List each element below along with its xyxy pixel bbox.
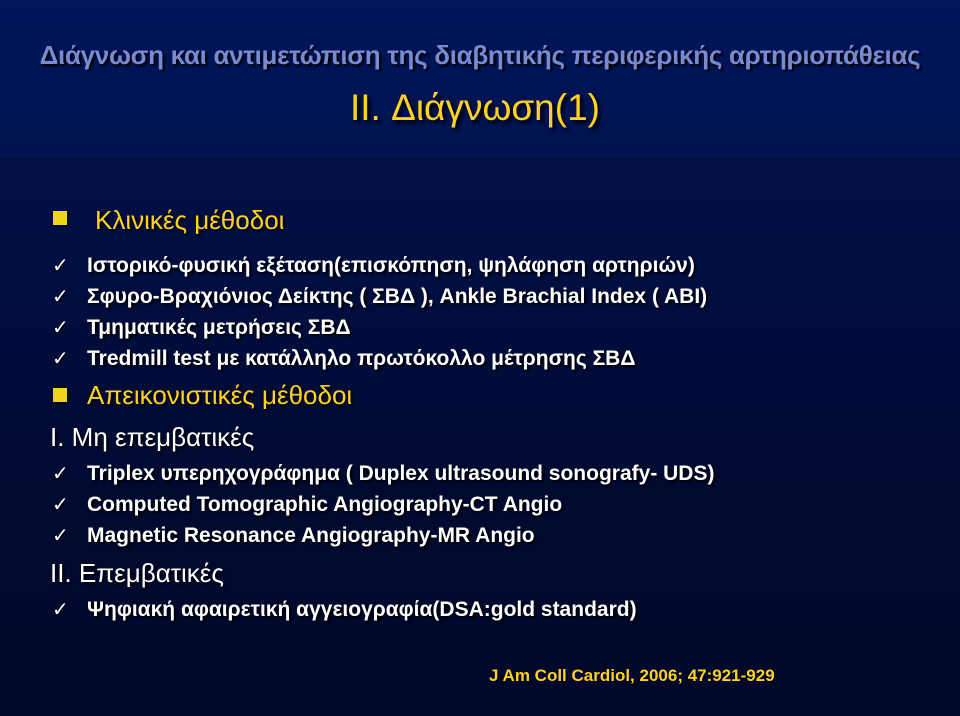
square-bullet-icon — [53, 211, 67, 225]
checkmark-icon: ✓ — [52, 494, 69, 516]
checkmark-icon: ✓ — [52, 348, 69, 370]
subheading-non-invasive: I. Μη επεμβατικές — [50, 422, 255, 452]
checkmark-icon: ✓ — [52, 255, 69, 277]
subheading-invasive: II. Επεμβατικές — [50, 558, 224, 588]
list-item: Magnetic Resonance Angiography-MR Angio — [87, 524, 535, 547]
square-bullet-icon — [53, 388, 67, 402]
main-title: II. Διάγνωση(1) — [350, 87, 600, 128]
section-heading-imaging: Απεικονιστικές μέθοδοι — [87, 380, 353, 410]
checkmark-icon: ✓ — [52, 525, 69, 547]
top-title: Διάγνωση και αντιμετώπιση της διαβητικής περιφερικής αρτηριοπάθειας — [39, 40, 921, 70]
checkmark-icon: ✓ — [52, 286, 69, 308]
list-item: Τμηματικές μετρήσεις ΣΒΔ — [87, 316, 351, 339]
citation: J Am Coll Cardiol, 2006; 47:921-929 — [489, 666, 775, 685]
list-item: Ψηφιακή αφαιρετική αγγειογραφία(DSA:gold standard) — [87, 598, 637, 621]
checkmark-icon: ✓ — [52, 463, 69, 485]
list-item: Ιστορικό-φυσική εξέταση(επισκόπηση, ψηλάφηση αρτηριών) — [87, 254, 695, 277]
checkmark-icon: ✓ — [52, 317, 69, 339]
list-item: Σφυρο-Βραχιόνιος Δείκτης ( ΣΒΔ ), Ankle Brachial Index ( ABI) — [87, 285, 708, 308]
list-item: Computed Tomographic Angiography-CT Angio — [87, 493, 563, 516]
checkmark-icon: ✓ — [52, 599, 69, 621]
section-heading-clinical: Κλινικές μέθοδοι — [95, 205, 285, 235]
list-item: Tredmill test με κατάλληλο πρωτόκολλο μέτρησης ΣΒΔ — [87, 347, 636, 370]
list-item: Triplex υπερηχογράφημα ( Duplex ultrasound sonografy- UDS) — [87, 462, 715, 485]
